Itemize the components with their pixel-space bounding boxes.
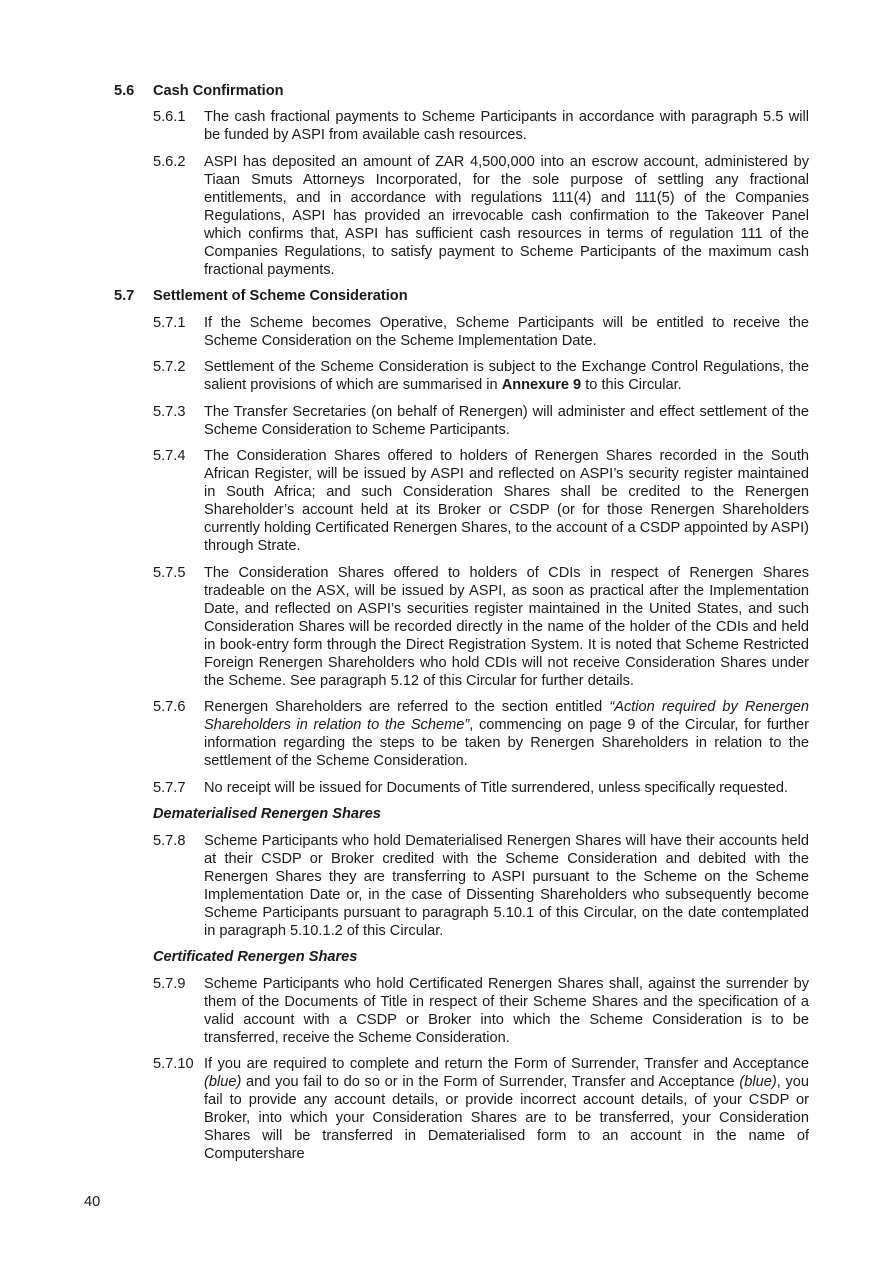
- text-run: Settlement of the Scheme Consideration is subject to the Exchange Control Regulations, the salient provisions of which are summarised in: [204, 359, 809, 393]
- paragraph-number: 5.7.5: [153, 565, 186, 581]
- paragraph-5-7-8: [153, 832, 809, 940]
- text-run: , you fail to provide any account details, or provide incorrect account details, of your CSDP or Broker, into which your Consideration Shares are to be transferred, your Consideration Shares will be transferred in Dematerialised form to an account in the name of Computershare: [204, 1074, 810, 1162]
- text-run: to this Circular.: [581, 377, 682, 393]
- section-title: Settlement of Scheme Consideration: [153, 288, 408, 304]
- paragraph-number: 5.7.6: [153, 699, 186, 715]
- annexure-reference: Annexure 9: [501, 377, 582, 393]
- paragraph-text: The cash fractional payments to Scheme Participants in accordance with paragraph 5.5 will be funded by ASPI from available cash resources.: [204, 109, 809, 143]
- section-number: 5.7: [114, 288, 135, 304]
- paragraph-5-7-10: [153, 1055, 809, 1163]
- paragraph-text: Scheme Participants who hold Dematerialised Renergen Shares will have their accounts held at their CSDP or Broker credited with the Scheme Consideration and debited with the Renergen Shares they are transferring to ASPI pursuant to the Scheme on the Scheme Implementation Date or, in the case of Dissenting Shareholders who subsequently become Scheme Participants pursuant to paragraph 5.10.1 of this Circular, on the date contemplated in paragraph 5.10.1.2 of this Circular.: [204, 833, 809, 939]
- paragraph-5-7-9: [153, 975, 809, 1047]
- section-reference: “Action required by Renergen Shareholders in relation to the Scheme”: [204, 699, 809, 733]
- section-title: Cash Confirmation: [153, 83, 284, 99]
- form-colour-note: (blue): [739, 1074, 777, 1090]
- paragraph-number: 5.7.2: [153, 359, 186, 375]
- paragraph-text: The Consideration Shares offered to holders of CDIs in respect of Renergen Shares tradeable on the ASX, will be issued by ASPI, as soon as practical after the Implementation Date, and reflected on ASPI’s securities register maintained in the United States, and such Consideration Shares will be recorded directly in the name of the holder of the CDIs and held in book-entry form through the Direct Registration System. It is noted that Scheme Restricted Foreign Renergen Shareholders who hold CDIs will not receive Consideration Shares under the Scheme. See paragraph 5.12 of this Circular for further details.: [204, 565, 809, 689]
- paragraph-number: 5.7.4: [153, 448, 186, 464]
- paragraph-number: 5.7.8: [153, 833, 186, 849]
- paragraph-number: 5.7.7: [153, 780, 186, 796]
- paragraph-5-7-2: [153, 358, 809, 394]
- paragraph-text: ASPI has deposited an amount of ZAR 4,500,000 into an escrow account, administered by Tiaan Smuts Attorneys Incorporated, for the sole purpose of settling any fractional entitlements, and in accordance with regulations 111(4) and 111(5) of the Companies Regulations, ASPI has provided an irrevocable cash confirmation to the Takeover Panel which confirms that, ASPI has sufficient cash resources in terms of regulation 111 of the Companies Regulations, to satisfy payment to Scheme Participants of the maximum cash fractional payments.: [204, 154, 809, 278]
- paragraph-5-7-1: [153, 314, 809, 350]
- paragraph-number: 5.7.3: [153, 404, 186, 420]
- paragraph-5-7-5: [153, 564, 809, 690]
- paragraph-text: The Consideration Shares offered to holders of Renergen Shares recorded in the South African Register, will be issued by ASPI and reflected on ASPI’s security register maintained in South Africa; and such Consideration Shares shall be credited to the Renergen Shareholder’s account held at its Broker or CSDP (or for those Renergen Shareholders currently holding Certificated Renergen Shares, to the account of a CSDP appointed by ASPI) through Strate.: [204, 448, 809, 554]
- text-run: , commencing on page 9 of the Circular, for further information regarding the steps to be taken by Renergen Shareholders in relation to the settlement of the Scheme Consideration.: [204, 717, 809, 769]
- paragraph-5-6-1: [153, 108, 809, 144]
- paragraph-text: [204, 1055, 809, 1163]
- paragraph-number: 5.7.9: [153, 976, 186, 992]
- paragraph-text: No receipt will be issued for Documents of Title surrendered, unless specifically requested.: [204, 780, 789, 796]
- paragraph-5-7-4: [153, 447, 809, 555]
- paragraph-5-6-2: [153, 153, 809, 279]
- form-colour-note: (blue): [204, 1074, 242, 1090]
- paragraph-number: 5.7.10: [153, 1056, 194, 1072]
- paragraph-text: [204, 358, 809, 394]
- paragraph-number: 5.6.2: [153, 154, 186, 170]
- text-run: Renergen Shareholders are referred to the section entitled: [204, 699, 610, 715]
- paragraph-number: 5.6.1: [153, 109, 186, 125]
- paragraph-text: If the Scheme becomes Operative, Scheme Participants will be entitled to receive the Scheme Consideration on the Scheme Implementation Date.: [204, 315, 809, 349]
- paragraph-number: 5.7.1: [153, 315, 186, 331]
- paragraph-text: [204, 698, 809, 770]
- paragraph-text: Scheme Participants who hold Certificated Renergen Shares shall, against the surrender by them of the Documents of Title in respect of their Scheme Shares and the specification of a valid account with a CSDP or Broker into which the Scheme Consideration is to be transferred, receive the Scheme Consideration.: [204, 976, 809, 1046]
- paragraph-5-7-3: [153, 403, 809, 439]
- section-number: 5.6: [114, 83, 135, 99]
- page-number: 40: [84, 1194, 101, 1210]
- text-run: If you are required to complete and return the Form of Surrender, Transfer and Acceptance: [204, 1056, 809, 1072]
- paragraph-text: The Transfer Secretaries (on behalf of Renergen) will administer and effect settlement of the Scheme Consideration to Scheme Participants.: [204, 404, 809, 438]
- paragraph-5-7-6: [153, 698, 809, 770]
- subheading-dematerialised: Dematerialised Renergen Shares: [153, 806, 381, 822]
- paragraph-5-7-7: [153, 779, 809, 797]
- subheading-certificated: Certificated Renergen Shares: [153, 949, 358, 965]
- text-run: and you fail to do so or in the Form of Surrender, Transfer and Acceptance: [241, 1074, 740, 1090]
